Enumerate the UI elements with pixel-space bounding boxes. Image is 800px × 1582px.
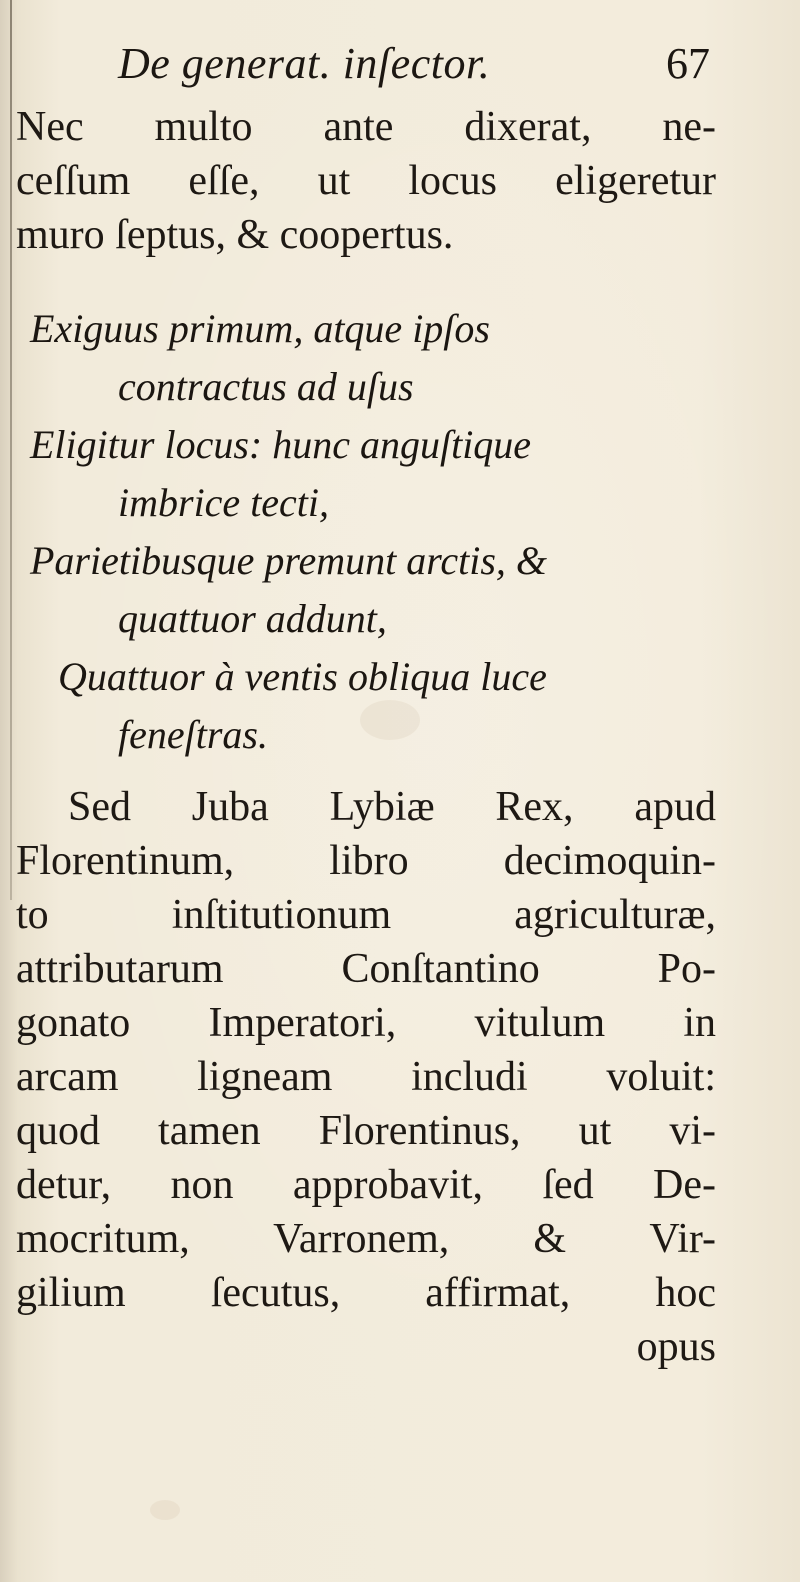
verse-line: Eligitur locus: hunc anguſtique — [30, 422, 532, 467]
paragraph-1 — [16, 100, 716, 262]
verse-line: Quattuor à ventis obliqua luce — [58, 654, 547, 699]
text-line: Nec multo ante dixerat, ne- — [16, 104, 716, 150]
verse-line: contractus ad uſus — [118, 364, 414, 409]
verse-line: Exiguus primum, atque ipſos — [30, 306, 490, 351]
catchword: opus — [636, 1324, 716, 1370]
text-line: Florentinum, libro decimoquin- — [16, 838, 716, 884]
page-number: 67 — [666, 39, 710, 88]
text-line: ceſſum eſſe, ut locus eligeretur — [16, 158, 716, 204]
text-line: detur, non approbavit, ſed De- — [16, 1162, 716, 1208]
text-line: attributarum Conſtantino Po- — [16, 946, 716, 992]
text-line: arcam ligneam includi voluit: — [16, 1054, 716, 1100]
running-head: De generat. inſector. — [118, 39, 491, 88]
text-line: gonato Imperatori, vitulum in — [16, 1000, 716, 1046]
text-line: quod tamen Florentinus, ut vi- — [16, 1108, 716, 1154]
verse-line: feneſtras. — [118, 712, 268, 757]
text-line: muro ſeptus, & coopertus. — [16, 212, 454, 258]
verse-line: imbrice tecti, — [118, 480, 330, 525]
verse-line: quattuor addunt, — [118, 596, 387, 641]
text-line: Sed Juba Lybiæ Rex, apud — [68, 784, 716, 830]
gutter-shadow — [10, 0, 12, 900]
verse-line: Parietibusque premunt arctis, & — [30, 538, 547, 583]
verse-quotation — [30, 300, 720, 764]
text-line: to inſtitutionum agriculturæ, — [16, 892, 716, 938]
text-line: gilium ſecutus, affirmat, hoc — [16, 1270, 716, 1316]
paragraph-2 — [16, 780, 716, 1374]
paper-stain — [150, 1500, 180, 1520]
page-header — [118, 38, 710, 98]
text-line: mocritum, Varronem, & Vir- — [16, 1216, 716, 1262]
